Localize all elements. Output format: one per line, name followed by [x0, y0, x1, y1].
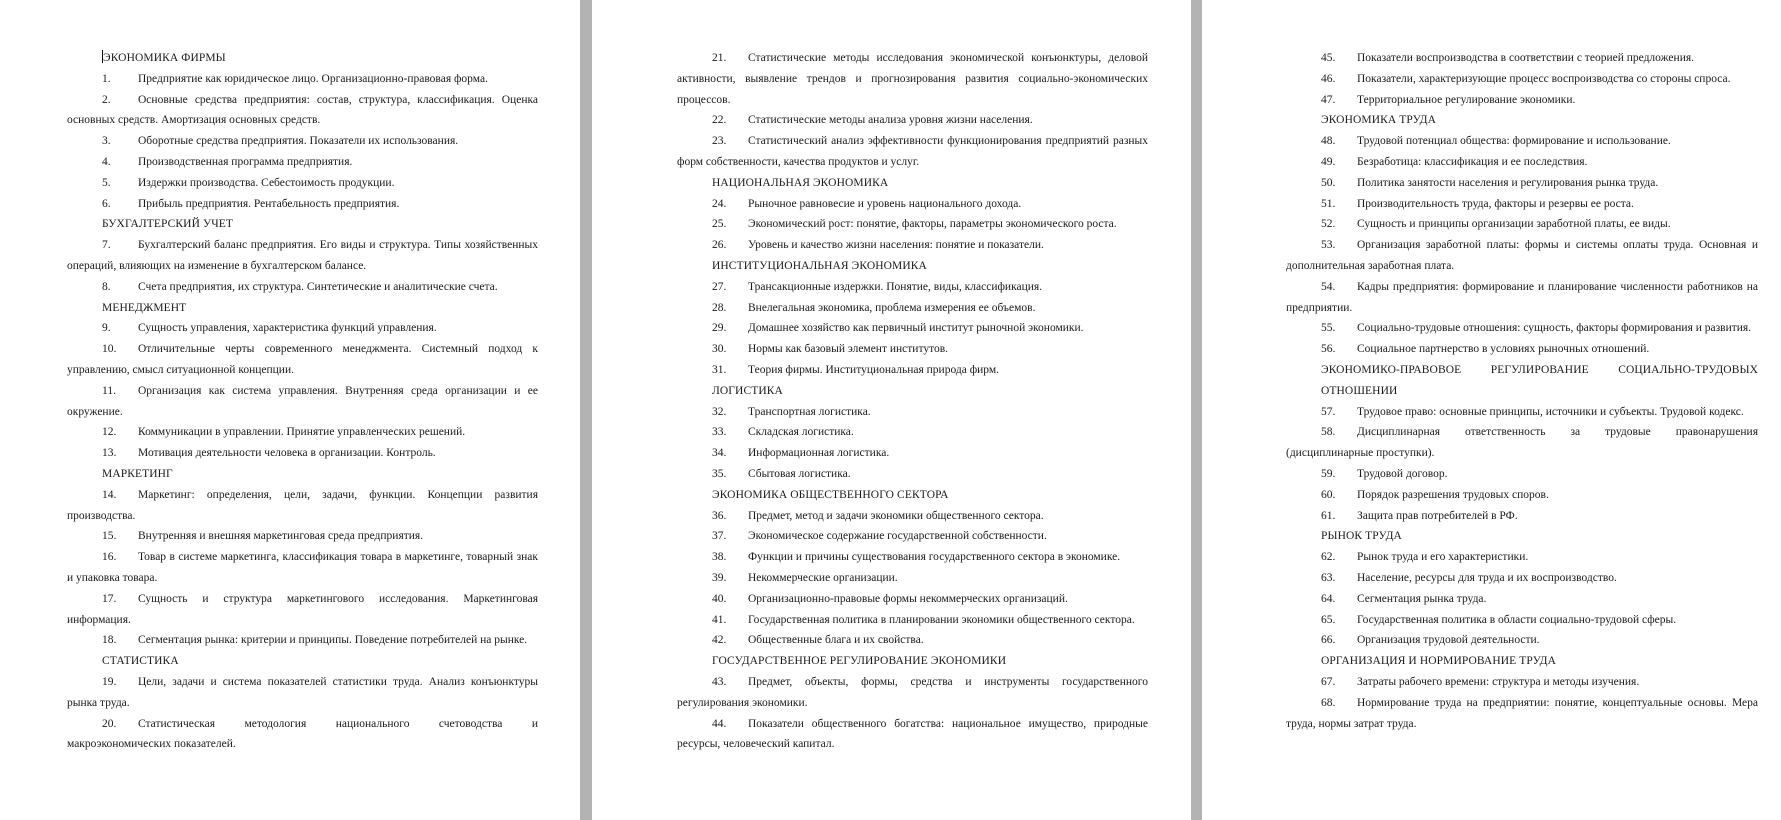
question-item [677, 714, 1148, 756]
document-page-3[interactable] [1202, 0, 1781, 820]
question-number: 42. [712, 634, 727, 647]
question-number: 62. [1321, 551, 1336, 564]
question-text: Теория фирмы. Институциональная природа фирм. [748, 363, 1000, 376]
question-text: Государственная политика в планировании экономики общественного сектора. [748, 613, 1135, 626]
document-page-2[interactable] [592, 0, 1191, 820]
question-text: Организация как система управления. Внутренняя среда организации и ее окружение. [67, 384, 538, 418]
section-heading [677, 381, 1148, 402]
question-item [1286, 131, 1758, 152]
question-text: Издержки производства. Себестоимость продукции. [138, 176, 395, 189]
question-text: Предмет, объекты, формы, средства и инструменты государственного регулирования экономики. [677, 675, 1148, 709]
question-text: Показатели, характеризующие процесс воспроизводства со стороны спроса. [1357, 72, 1731, 85]
section-heading [1286, 110, 1758, 131]
question-number: 15. [102, 530, 117, 543]
question-number: 56. [1321, 343, 1336, 356]
question-item [1286, 318, 1758, 339]
question-item [1286, 589, 1758, 610]
question-item [1286, 610, 1758, 631]
question-number: 52. [1321, 218, 1336, 231]
question-text: Сущность и принципы организации заработной платы, ее виды. [1357, 218, 1671, 231]
question-number: 31. [712, 363, 727, 376]
question-text: Безработица: классификация и ее последствия. [1357, 155, 1588, 168]
question-number: 43. [712, 675, 727, 688]
question-text: Предприятие как юридическое лицо. Организационно-правовая форма. [138, 72, 488, 85]
question-text: Уровень и качество жизни населения: понятие и показатели. [748, 239, 1044, 252]
question-text: Организация трудовой деятельности. [1357, 634, 1540, 647]
question-item [677, 360, 1148, 381]
question-item [1286, 693, 1758, 735]
question-text: Основные средства предприятия: состав, структура, классификация. Оценка основных средств. Амортизация основных средств. [67, 93, 538, 127]
section-heading-text: ЛОГИСТИКА [712, 384, 783, 397]
section-heading-text: ЭКОНОМИКА ТРУДА [1321, 114, 1437, 127]
question-text: Сбытовая логистика. [748, 467, 851, 480]
question-number: 24. [712, 197, 727, 210]
question-number: 14. [102, 488, 117, 501]
question-text: Сущность и структура маркетингового исследования. Маркетинговая информация. [67, 592, 538, 626]
question-text: Внелегальная экономика, проблема измерения ее объемов. [748, 301, 1036, 314]
question-text: Государственная политика в области социально-трудовой сферы. [1357, 613, 1677, 626]
question-text: Счета предприятия, их структура. Синтетические и аналитические счета. [138, 280, 498, 293]
question-text: Показатели общественного богатства: национальное имущество, природные ресурсы, человеческий капитал. [677, 717, 1148, 751]
question-number: 11. [102, 384, 116, 397]
question-number: 48. [1321, 135, 1336, 148]
question-item [677, 318, 1148, 339]
question-number: 22. [712, 114, 727, 127]
question-number: 37. [712, 530, 727, 543]
question-item [677, 547, 1148, 568]
question-number: 2. [102, 93, 111, 106]
question-number: 47. [1321, 93, 1336, 106]
section-heading-text: МЕНЕДЖМЕНТ [102, 301, 187, 314]
question-text: Организация заработной платы: формы и системы оплаты труда. Основная и дополнительная заработная плата. [1286, 239, 1758, 272]
question-number: 12. [102, 426, 117, 439]
question-number: 34. [712, 447, 727, 460]
question-item [1286, 402, 1758, 423]
question-item [67, 422, 538, 443]
question-text: Дисциплинарная ответственность за трудовые правонарушения (дисциплинарные проступки). [1286, 426, 1758, 460]
question-item [1286, 547, 1758, 568]
question-number: 61. [1321, 509, 1336, 522]
question-text: Общественные блага и их свойства. [748, 634, 924, 647]
question-number: 51. [1321, 197, 1336, 210]
question-text: Предмет, метод и задачи экономики общественного сектора. [748, 509, 1044, 522]
question-text: Статистическая методология национального счетоводства и макроэкономических показателей. [67, 717, 538, 751]
question-number: 30. [712, 343, 727, 356]
question-text: Бухгалтерский баланс предприятия. Его виды и структура. Типы хозяйственных операций, влияющих на изменение в бухгалтерском балансе. [67, 239, 538, 272]
question-number: 67. [1321, 675, 1336, 688]
question-number: 33. [712, 426, 727, 439]
question-text: Отличительные черты современного менеджмента. Системный подход к управлению, смысл ситуационной концепции. [67, 343, 538, 376]
question-item [677, 630, 1148, 651]
question-item [677, 131, 1148, 173]
question-text: Статистические методы исследования экономической конъюнктуры, деловой активности, выявление трендов и прогнозирования развития социально-экономических процессов. [677, 52, 1148, 106]
section-heading [67, 298, 538, 319]
section-heading-text: ЭКОНОМИКО-ПРАВОВОЕ РЕГУЛИРОВАНИЕ СОЦИАЛЬНО-ТРУДОВЫХ ОТНОШЕНИИ [1321, 363, 1758, 397]
question-item [67, 714, 538, 756]
question-number: 9. [102, 322, 111, 335]
question-number: 7. [102, 239, 111, 252]
question-number: 39. [712, 571, 727, 584]
question-item [67, 339, 538, 381]
question-text: Производственная программа предприятия. [138, 155, 353, 168]
question-number: 20. [102, 717, 117, 730]
question-item [67, 443, 538, 464]
page-separator [1191, 0, 1202, 820]
question-item [1286, 672, 1758, 693]
question-text: Статистические методы анализа уровня жизни населения. [748, 114, 1033, 127]
question-number: 35. [712, 467, 727, 480]
question-text: Товар в системе маркетинга, классификация товара в маркетинге, товарный знак и упаковка товара. [67, 551, 538, 584]
question-number: 65. [1321, 613, 1336, 626]
question-item [67, 152, 538, 173]
question-item [67, 672, 538, 714]
question-text: Экономическое содержание государственной собственности. [748, 530, 1047, 543]
question-item [1286, 506, 1758, 527]
section-heading-text: БУХГАЛТЕРСКИЙ УЧЕТ [102, 218, 234, 231]
question-item [677, 235, 1148, 256]
question-text: Население, ресурсы для труда и их воспроизводство. [1357, 571, 1617, 584]
question-text: Территориальное регулирование экономики. [1357, 93, 1576, 106]
question-number: 6. [102, 197, 111, 210]
question-number: 25. [712, 218, 727, 231]
question-number: 4. [102, 155, 111, 168]
question-text: Мотивация деятельности человека в организации. Контроль. [138, 447, 436, 460]
question-text: Маркетинг: определения, цели, задачи, функции. Концепции развития производства. [67, 488, 538, 522]
question-item [677, 443, 1148, 464]
section-heading-text: ОРГАНИЗАЦИЯ И НОРМИРОВАНИЕ ТРУДА [1321, 655, 1557, 668]
question-number: 19. [102, 675, 117, 688]
section-heading-text: ГОСУДАРСТВЕННОЕ РЕГУЛИРОВАНИЕ ЭКОНОМИКИ [712, 655, 1007, 668]
question-item [677, 402, 1148, 423]
question-number: 46. [1321, 72, 1336, 85]
question-text: Социальное партнерство в условиях рыночных отношений. [1357, 343, 1650, 356]
question-text: Транспортная логистика. [748, 405, 871, 418]
question-text: Информационная логистика. [748, 447, 890, 460]
question-text: Порядок разрешения трудовых споров. [1357, 488, 1549, 501]
question-item [1286, 194, 1758, 215]
question-item [67, 547, 538, 589]
question-item [1286, 277, 1758, 319]
question-item [677, 194, 1148, 215]
question-item [1286, 339, 1758, 360]
section-heading [67, 464, 538, 485]
question-item [67, 589, 538, 631]
question-number: 58. [1321, 426, 1336, 439]
question-number: 18. [102, 634, 117, 647]
question-number: 10. [102, 343, 117, 356]
question-number: 55. [1321, 322, 1336, 335]
question-number: 23. [712, 135, 727, 148]
question-item [67, 381, 538, 423]
question-text: Кадры предприятия: формирование и планирование численности работников на предприятии. [1286, 280, 1758, 314]
question-item [1286, 214, 1758, 235]
question-item [677, 506, 1148, 527]
question-number: 21. [712, 52, 727, 64]
section-heading [1286, 360, 1758, 402]
question-text: Политика занятости населения и регулирования рынка труда. [1357, 176, 1659, 189]
question-text: Функции и причины существования государственного сектора в экономике. [748, 551, 1121, 564]
question-item [67, 630, 538, 651]
question-text: Социально-трудовые отношения: сущность, факторы формирования и развития. [1357, 322, 1752, 335]
section-heading [67, 48, 538, 69]
question-text: Внутренняя и внешняя маркетинговая среда предприятия. [138, 530, 424, 543]
question-item [67, 235, 538, 277]
question-text: Цели, задачи и система показателей статистики труда. Анализ конъюнктуры рынка труда. [67, 675, 538, 709]
question-text: Трудовой договор. [1357, 467, 1448, 480]
question-text: Затраты рабочего времени: структура и методы изучения. [1357, 675, 1640, 688]
question-item [677, 298, 1148, 319]
question-number: 13. [102, 447, 117, 460]
question-item [1286, 485, 1758, 506]
question-number: 45. [1321, 52, 1336, 64]
section-heading [67, 651, 538, 672]
question-text: Сегментация рынка: критерии и принципы. Поведение потребителей на рынке. [138, 634, 528, 647]
question-number: 49. [1321, 155, 1336, 168]
section-heading-text: НАЦИОНАЛЬНАЯ ЭКОНОМИКА [712, 176, 889, 189]
question-item [67, 173, 538, 194]
section-heading [677, 256, 1148, 277]
section-heading-text: РЫНОК ТРУДА [1321, 530, 1402, 543]
question-item [1286, 90, 1758, 111]
page-separator [580, 0, 592, 820]
question-item [677, 610, 1148, 631]
section-heading [1286, 651, 1758, 672]
section-heading-text: ИНСТИТУЦИОНАЛЬНАЯ ЭКОНОМИКА [712, 259, 927, 272]
question-text: Производительность труда, факторы и резервы ее роста. [1357, 197, 1634, 210]
question-text: Экономический рост: понятие, факторы, параметры экономического роста. [748, 218, 1117, 231]
section-heading [1286, 526, 1758, 547]
question-number: 57. [1321, 405, 1336, 418]
question-number: 63. [1321, 571, 1336, 584]
question-item [677, 339, 1148, 360]
question-text: Защита прав потребителей в РФ. [1357, 509, 1518, 522]
question-text: Коммуникации в управлении. Принятие управленческих решений. [138, 426, 466, 439]
question-text: Домашнее хозяйство как первичный институт рыночной экономики. [748, 322, 1084, 335]
question-number: 1. [102, 72, 111, 85]
question-text: Нормирование труда на предприятии: понятие, концептуальные основы. Мера труда, нормы затрат труда. [1286, 696, 1758, 730]
question-item [1286, 48, 1758, 69]
question-number: 54. [1321, 280, 1336, 293]
section-heading-text: ЭКОНОМИКА ОБЩЕСТВЕННОГО СЕКТОРА [712, 488, 949, 501]
question-item [677, 110, 1148, 131]
question-number: 27. [712, 280, 727, 293]
question-text: Оборотные средства предприятия. Показатели их использования. [138, 135, 459, 148]
question-number: 16. [102, 551, 117, 564]
question-number: 29. [712, 322, 727, 335]
question-number: 36. [712, 509, 727, 522]
question-item [677, 568, 1148, 589]
document-page-1[interactable] [0, 0, 580, 820]
question-text: Нормы как базовый элемент институтов. [748, 343, 949, 356]
question-text: Некоммерческие организации. [748, 571, 898, 584]
question-number: 50. [1321, 176, 1336, 189]
question-item [67, 277, 538, 298]
question-number: 5. [102, 176, 111, 189]
question-text: Трудовое право: основные принципы, источники и субъекты. Трудовой кодекс. [1357, 405, 1744, 418]
question-item [67, 90, 538, 132]
question-number: 40. [712, 592, 727, 605]
question-text: Сущность управления, характеристика функций управления. [138, 322, 437, 335]
section-heading [677, 173, 1148, 194]
question-number: 59. [1321, 467, 1336, 480]
question-number: 8. [102, 280, 111, 293]
question-item [67, 131, 538, 152]
question-text: Трансакционные издержки. Понятие, виды, классификация. [748, 280, 1043, 293]
question-item [67, 526, 538, 547]
question-item [67, 318, 538, 339]
question-number: 32. [712, 405, 727, 418]
question-item [1286, 173, 1758, 194]
question-number: 26. [712, 239, 727, 252]
question-number: 68. [1321, 696, 1336, 709]
question-text: Рыночное равновесие и уровень национального дохода. [748, 197, 1022, 210]
question-item [1286, 422, 1758, 464]
question-item [677, 422, 1148, 443]
question-item [677, 48, 1148, 110]
question-item [1286, 630, 1758, 651]
question-item [677, 277, 1148, 298]
question-number: 53. [1321, 239, 1336, 252]
section-heading-text: СТАТИСТИКА [102, 655, 179, 668]
question-text: Сегментация рынка труда. [1357, 592, 1487, 605]
question-number: 38. [712, 551, 727, 564]
section-heading [677, 485, 1148, 506]
question-item [1286, 568, 1758, 589]
section-heading-text: МАРКЕТИНГ [102, 467, 173, 480]
section-heading [677, 651, 1148, 672]
question-text: Трудовой потенциал общества: формирование и использование. [1357, 135, 1671, 148]
question-item [1286, 69, 1758, 90]
question-item [677, 464, 1148, 485]
question-number: 41. [712, 613, 727, 626]
question-item [677, 589, 1148, 610]
question-number: 64. [1321, 592, 1336, 605]
question-text: Организационно-правовые формы некоммерческих организаций. [748, 592, 1068, 605]
question-number: 66. [1321, 634, 1336, 647]
question-item [67, 485, 538, 527]
question-number: 60. [1321, 488, 1336, 501]
question-text: Статистический анализ эффективности функционирования предприятий разных форм собственности, качества продуктов и услуг. [677, 135, 1148, 168]
question-text: Прибыль предприятия. Рентабельность предприятия. [138, 197, 400, 210]
question-item [67, 69, 538, 90]
question-item [67, 194, 538, 215]
question-number: 3. [102, 135, 111, 148]
question-number: 17. [102, 592, 117, 605]
question-item [1286, 464, 1758, 485]
question-number: 44. [712, 717, 727, 730]
question-item [677, 214, 1148, 235]
question-item [1286, 235, 1758, 277]
question-item [1286, 152, 1758, 173]
question-number: 28. [712, 301, 727, 314]
section-heading-text: ЭКОНОМИКА ФИРМЫ [103, 52, 226, 64]
question-text: Рынок труда и его характеристики. [1357, 551, 1529, 564]
question-item [677, 526, 1148, 547]
question-text: Складская логистика. [748, 426, 854, 439]
question-item [677, 672, 1148, 714]
question-text: Показатели воспроизводства в соответствии с теорией предложения. [1357, 52, 1695, 64]
section-heading [67, 214, 538, 235]
